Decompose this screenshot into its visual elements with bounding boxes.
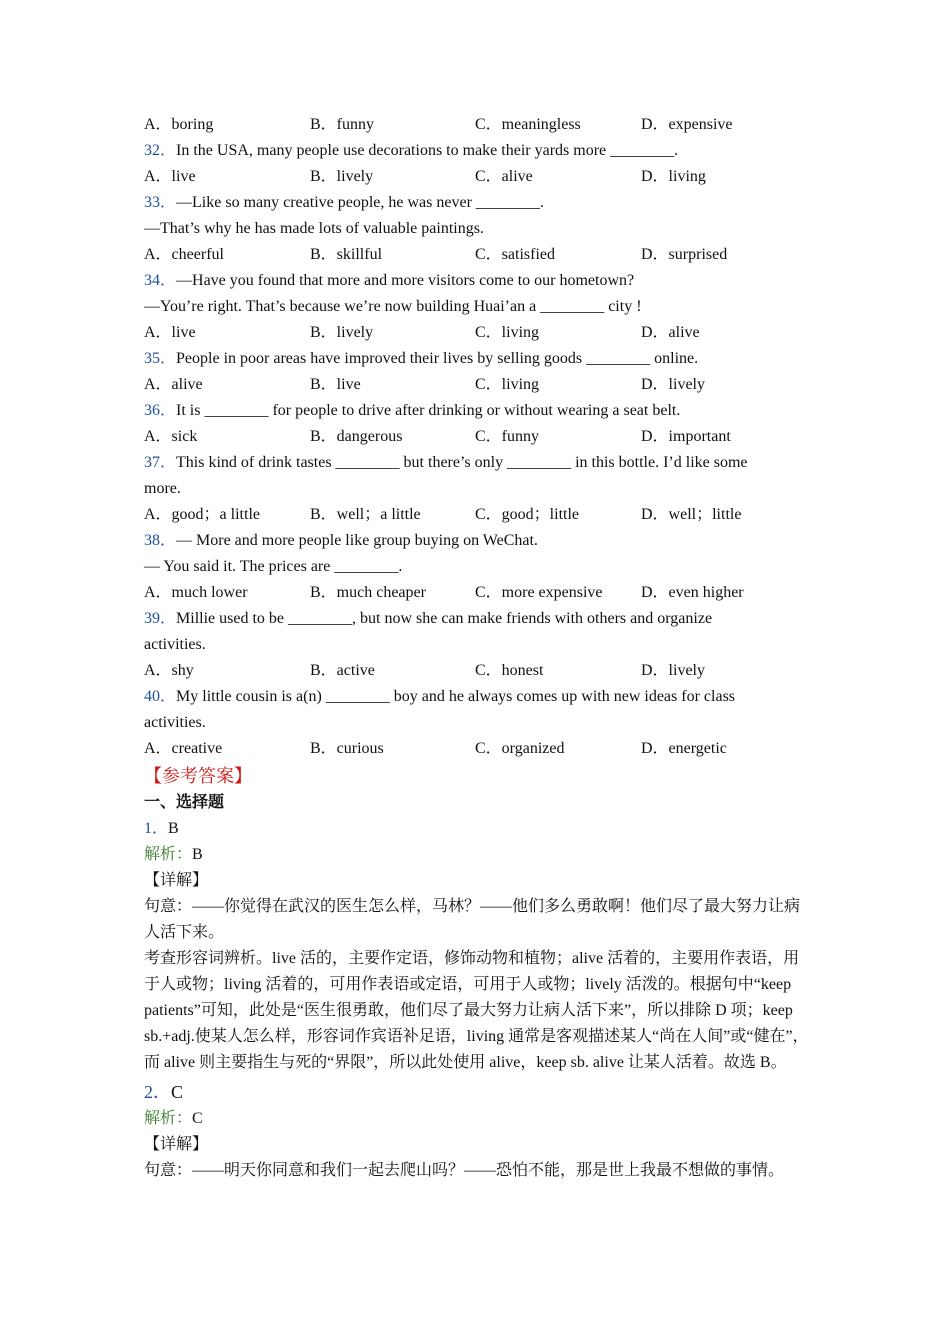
detail-label: 【详解】 xyxy=(144,1136,209,1153)
question-32 xyxy=(144,138,814,164)
question-38 xyxy=(144,528,814,554)
q39-options xyxy=(144,658,814,684)
question-number: 38． xyxy=(144,532,177,549)
option-c: C．good；little xyxy=(475,506,580,523)
q32-options xyxy=(144,164,814,190)
option-a: A．much lower xyxy=(144,584,248,601)
q34-options xyxy=(144,320,814,346)
analysis-value: C xyxy=(192,1110,203,1127)
option-c: C．alive xyxy=(475,168,533,185)
analysis-label: 解析： xyxy=(144,1110,193,1127)
question-text: In the USA, many people use decorations to make their yards more ________. xyxy=(176,142,679,159)
option-b: B．much cheaper xyxy=(310,584,426,601)
option-b: B．dangerous xyxy=(310,428,403,445)
question-35 xyxy=(144,346,814,372)
section-heading: 一、选择题 xyxy=(144,794,225,811)
analysis-value: B xyxy=(192,846,203,863)
option-d: D．important xyxy=(641,428,731,445)
question-33 xyxy=(144,190,814,216)
option-d: D．even higher xyxy=(641,584,744,601)
question-number: 36． xyxy=(144,402,177,419)
option-d: D．expensive xyxy=(641,116,733,133)
question-number: 34． xyxy=(144,272,177,289)
q40-options xyxy=(144,736,814,762)
option-d: D．lively xyxy=(641,662,705,679)
option-c: C．honest xyxy=(475,662,544,679)
answer-1 xyxy=(144,816,814,842)
option-d: D．lively xyxy=(641,376,705,393)
option-a: A．live xyxy=(144,324,196,341)
question-text: —Have you found that more and more visitors come to our hometown? xyxy=(176,272,635,289)
option-a: A．cheerful xyxy=(144,246,224,263)
detail-label: 【详解】 xyxy=(144,872,209,889)
option-c: C．more expensive xyxy=(475,584,603,601)
q38-options xyxy=(144,580,814,606)
question-40 xyxy=(144,684,814,710)
q37-options xyxy=(144,502,814,528)
option-c: C．living xyxy=(475,324,540,341)
answer-value: C xyxy=(171,1082,184,1102)
option-b: B．live xyxy=(310,376,361,393)
option-b: B．lively xyxy=(310,324,374,341)
option-a: A．sick xyxy=(144,428,198,445)
question-39 xyxy=(144,606,814,632)
option-b: B．lively xyxy=(310,168,374,185)
option-d: D．living xyxy=(641,168,706,185)
question-number: 40． xyxy=(144,688,177,705)
option-b: B．funny xyxy=(310,116,375,133)
option-c: C．funny xyxy=(475,428,540,445)
question-text-line: more. xyxy=(144,480,181,497)
question-text-line: activities. xyxy=(144,636,206,653)
explanation-paragraph: 考查形容词辨析。live 活的，主要作定语，修饰动物和植物；alive 活着的，主要用作表语，用于人或物；living 活着的，可用作表语或定语，可用于人或物；lively 活泼的。根据句中“keep patients”可知，此处是“医生很勇敢，他们尽了最大努力让病人活下来”，所以排除 D 项；keep sb.+adj.使某人怎么样，形容词作宾语补足语，living 通常是客观描述某人“尚在人间”或“健在”，而 alive 则主要指生与死的“界限”，所以此处使用 alive，keep sb. alive 让某人活着。故选 B。 xyxy=(144,950,809,1071)
question-number: 37． xyxy=(144,454,177,471)
question-34 xyxy=(144,268,814,294)
option-b: B．curious xyxy=(310,740,384,757)
question-text-line: — You said it. The prices are ________. xyxy=(144,558,403,575)
analysis-label: 解析： xyxy=(144,846,193,863)
question-text: People in poor areas have improved their lives by selling goods ________ online. xyxy=(176,350,699,367)
question-text: Millie used to be ________, but now she can make friends with others and organize xyxy=(176,610,713,627)
explanation-paragraph: 句意：——明天你同意和我们一起去爬山吗？——恐怕不能，那是世上我最不想做的事情。 xyxy=(144,1162,785,1179)
page-content xyxy=(144,112,814,1184)
option-d: D．energetic xyxy=(641,740,727,757)
option-b: B．skillful xyxy=(310,246,383,263)
q36-options xyxy=(144,424,814,450)
explanation-paragraph: 句意：——你觉得在武汉的医生怎么样，马林？——他们多么勇敢啊！他们尽了最大努力让病人活下来。 xyxy=(144,898,801,941)
q33-options xyxy=(144,242,814,268)
option-a: A．boring xyxy=(144,116,214,133)
option-c: C．organized xyxy=(475,740,565,757)
answer-number: 2． xyxy=(144,1082,171,1102)
question-text-line: —That’s why he has made lots of valuable paintings. xyxy=(144,220,484,237)
question-text: — More and more people like group buying on WeChat. xyxy=(176,532,538,549)
question-text: It is ________ for people to drive after drinking or without wearing a seat belt. xyxy=(176,402,681,419)
option-a: A．live xyxy=(144,168,196,185)
question-number: 39． xyxy=(144,610,177,627)
option-a: A．shy xyxy=(144,662,194,679)
q35-options xyxy=(144,372,814,398)
option-b: B．active xyxy=(310,662,375,679)
option-d: D．well；little xyxy=(641,506,742,523)
question-text: My little cousin is a(n) ________ boy and he always comes up with new ideas for class xyxy=(176,688,736,705)
answer-2 xyxy=(144,1078,814,1106)
option-d: D．surprised xyxy=(641,246,728,263)
option-a: A．good；a little xyxy=(144,506,260,523)
answer-number: 1． xyxy=(144,820,169,837)
question-number: 32． xyxy=(144,142,177,159)
analysis-1 xyxy=(144,842,814,868)
option-a: A．alive xyxy=(144,376,203,393)
question-number: 33． xyxy=(144,194,177,211)
option-c: C．meaningless xyxy=(475,116,581,133)
question-text: —Like so many creative people, he was never ________. xyxy=(176,194,544,211)
question-text-line: activities. xyxy=(144,714,206,731)
answer-value: B xyxy=(168,820,179,837)
question-37 xyxy=(144,450,814,476)
question-number: 35． xyxy=(144,350,177,367)
option-d: D．alive xyxy=(641,324,700,341)
option-a: A．creative xyxy=(144,740,223,757)
option-b: B．well；a little xyxy=(310,506,421,523)
q31-options xyxy=(144,112,814,138)
option-c: C．satisfied xyxy=(475,246,555,263)
answer-key-heading: 【参考答案】 xyxy=(144,766,252,786)
option-c: C．living xyxy=(475,376,540,393)
analysis-2 xyxy=(144,1106,814,1132)
question-text: This kind of drink tastes ________ but there’s only ________ in this bottle. I’d like some xyxy=(176,454,748,471)
question-36 xyxy=(144,398,814,424)
question-text-line: —You’re right. That’s because we’re now building Huai’an a ________ city ! xyxy=(144,298,642,315)
